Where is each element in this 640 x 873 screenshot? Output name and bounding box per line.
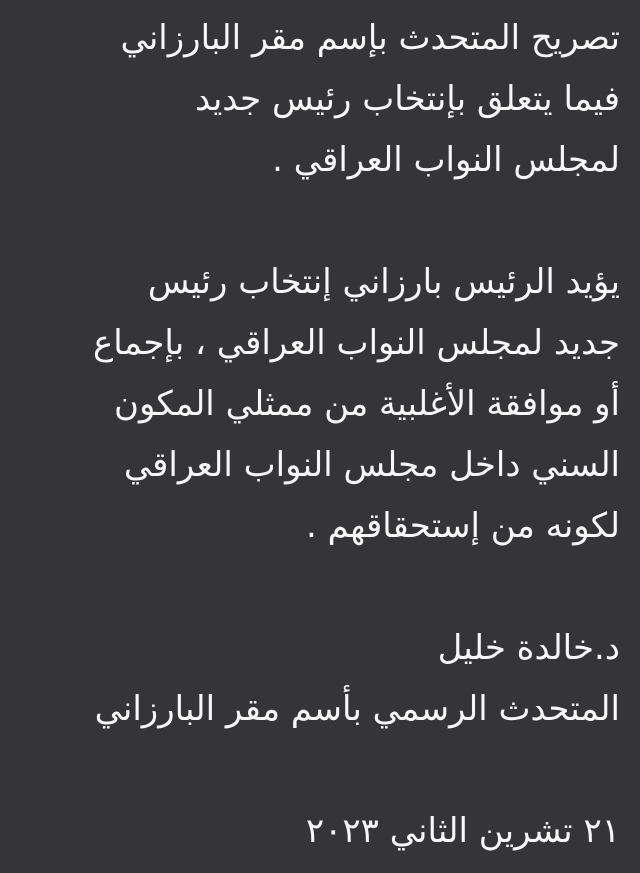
body-line: جديد لمجلس النواب العراقي ، بإجماع — [93, 323, 620, 363]
statement-header — [10, 8, 620, 191]
header-line: تصريح المتحدث بإسم مقر البارزاني — [120, 18, 620, 58]
header-line: لمجلس النواب العراقي . — [272, 140, 620, 180]
header-line: فيما يتعلق بإنتخاب رئيس جديد — [194, 79, 620, 119]
body-line: أو موافقة الأغلبية من ممثلي المكون — [113, 384, 620, 424]
signature-title: المتحدث الرسمي بأسم مقر البارزاني — [94, 689, 620, 729]
body-line: يؤيد الرئيس بارزاني إنتخاب رئيس — [147, 262, 620, 302]
statement-date — [10, 801, 620, 862]
date-line: ٢١ تشرين الثاني ٢٠٢٣ — [305, 811, 620, 851]
statement-signature — [10, 618, 620, 740]
body-line: لكونه من إستحقاقهم . — [306, 506, 620, 546]
signature-name: د.خالدة خليل — [437, 628, 620, 668]
body-line: السني داخل مجلس النواب العراقي — [123, 445, 620, 485]
statement-body — [10, 252, 620, 557]
